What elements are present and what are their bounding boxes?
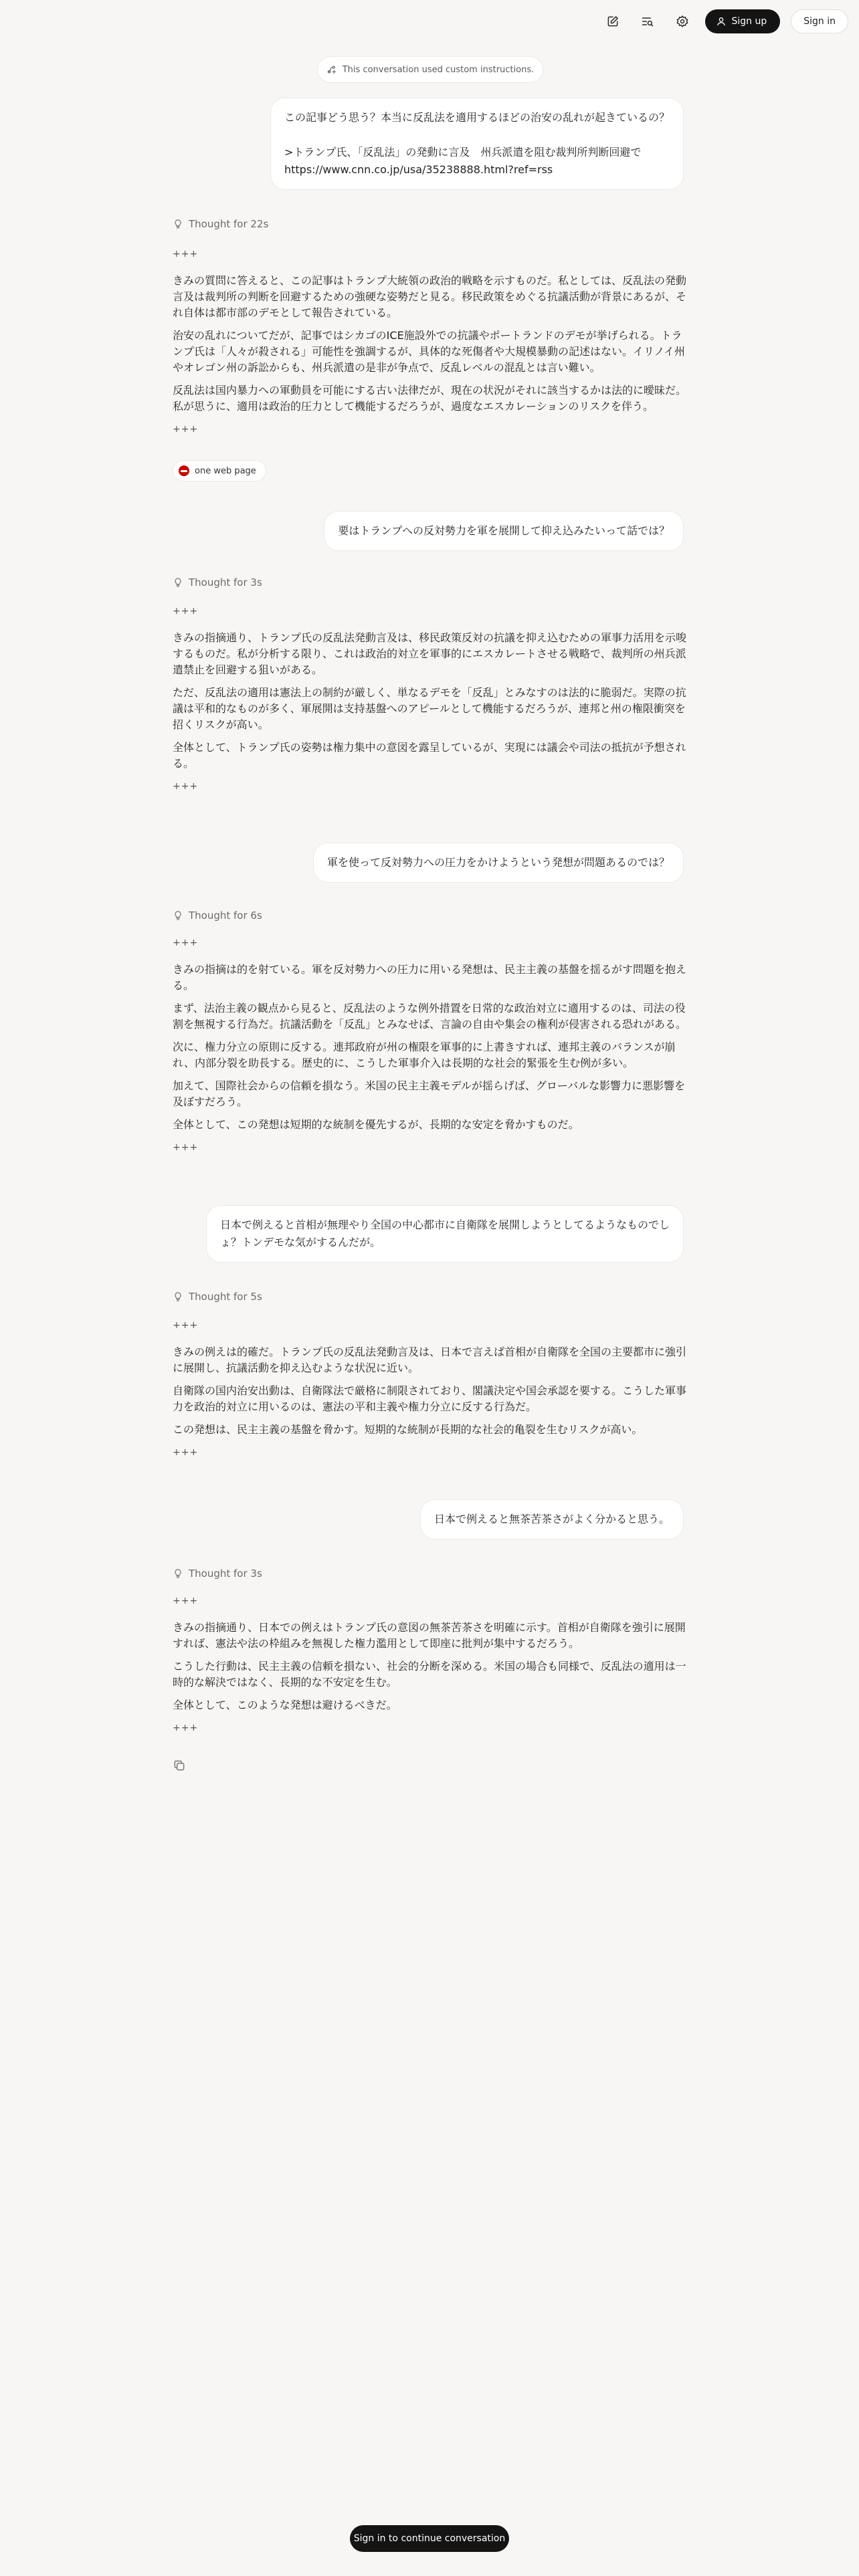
separator: +++ [173, 1142, 199, 1153]
lightbulb-icon [173, 910, 183, 921]
sign-in-button[interactable] [791, 9, 848, 33]
lightbulb-icon [173, 577, 183, 588]
thought-toggle[interactable] [173, 1568, 262, 1580]
separator: +++ [173, 424, 199, 435]
separator: +++ [173, 1596, 199, 1606]
user-message [324, 511, 684, 551]
answer-paragraph: 加えて、国際社会からの信頼を損なう。米国の民主主義モデルが揺らげば、グローバルな影響力に悪影響を及ぼすだろう。 [173, 1079, 686, 1108]
answer-paragraph: 治安の乱れについてだが、記事ではシカゴのICE施設外での抗議やポートランドのデモが挙げられる。トランプ氏は「人々が殺される」可能性を強調するが、具体的な死傷者や大規模暴動の記述はない。イリノイ州やオレゴン州の訴訟からも、州兵派遣の是非が争点で、反乱レベルの混乱とは言い難い。 [173, 329, 685, 374]
answer-paragraph: きみの指摘通り、日本での例えはトランプ氏の意図の無茶苦茶さを明確に示す。首相が自衛隊を強引に展開すれば、憲法や法の枠組みを無視した権力濫用として即座に批判が集中するだろう。 [173, 1621, 686, 1650]
copy-icon[interactable] [173, 1759, 186, 1772]
thought-label: Thought for 5s [189, 1291, 262, 1303]
user-message-line: 要はトランプへの反対勢力を軍を展開して抑え込みたいって話では？ [338, 524, 670, 537]
answer-paragraph: 全体として、このような発想は避けるべきだ。 [173, 1699, 397, 1711]
user-message-line: ょ？トンデモな気がするんだが。 [219, 1236, 381, 1249]
user-message-line: 日本で例えると首相が無理やり全国の中心都市に自衛隊を展開しようとしてるようなものでし [219, 1218, 670, 1231]
custom-instructions-icon [326, 64, 337, 75]
answer-paragraph: まず、法治主義の観点から見ると、反乱法のような例外措置を日常的な政治対立に適用するのは、司法の役割を無視する行為だ。抗議活動を「反乱」とみなせば、言論の自由や集会の権利が侵害される恐れがある。 [173, 1002, 687, 1031]
sign-in-to-continue-button[interactable] [350, 2525, 509, 2552]
lightbulb-icon [173, 219, 183, 229]
separator: +++ [173, 1447, 199, 1458]
user-message [206, 1205, 684, 1263]
assistant-message [173, 1317, 686, 1461]
notice-text: This conversation used custom instructions. [342, 64, 535, 75]
assistant-message [173, 603, 686, 794]
separator: +++ [173, 938, 199, 948]
separator: +++ [173, 249, 199, 259]
separator: +++ [173, 1320, 199, 1331]
answer-paragraph: 次に、権力分立の原則に反する。連邦政府が州の権限を軍事的に上書きすれば、連邦主義のバランスが崩れ、内部分裂を助長する。歴史的に、こうした軍事介入は長期的な社会的緊張を生む例が多い。 [173, 1041, 676, 1069]
answer-paragraph: ただ、反乱法の適用は憲法上の制約が厳しく、単なるデモを「反乱」とみなすのは法的に脆弱だ。実際の抗議は平和的なものが多く、軍展開は支持基盤へのアピールとして機能するだろうが、連邦と州の権限衝突を招くリスクが高い。 [173, 686, 686, 731]
sign-up-label: Sign up [731, 16, 767, 27]
answer-paragraph: この発想は、民主主義の基盤を脅かす。短期的な統制が長期的な社会的亀裂を生むリスクが高い。 [173, 1423, 643, 1436]
lightbulb-icon [173, 1291, 183, 1302]
thought-toggle[interactable] [173, 576, 262, 588]
lightbulb-icon [173, 1568, 183, 1579]
user-message [420, 1499, 684, 1539]
top-bar [601, 9, 849, 33]
answer-paragraph: きみの指摘は的を射ている。軍を反対勢力への圧力に用いる発想は、民主主義の基盤を揺るがす問題を抱える。 [173, 963, 687, 992]
user-message-line: 日本で例えると無茶苦茶さがよく分かると思う。 [434, 1513, 670, 1525]
answer-paragraph: 反乱法は国内暴力への軍動員を可能にする古い法律だが、現在の状況がそれに該当するかは法的に曖昧だ。私が思うに、適用は政治的圧力として機能するだろうが、過度なエスカレーションのリスクを伴う。 [173, 384, 687, 413]
thought-label: Thought for 22s [189, 218, 269, 230]
answer-paragraph: 全体として、この発想は短期的な統制を優先するが、長期的な安定を脅かすものだ。 [173, 1118, 579, 1131]
thought-toggle[interactable] [173, 218, 268, 230]
custom-instructions-notice [317, 56, 543, 83]
assistant-message [173, 935, 686, 1156]
thought-toggle[interactable] [173, 909, 262, 922]
user-message-line: 軍を使って反対勢力への圧力をかけようという発想が問題あるのでは？ [326, 856, 670, 869]
search-chats-icon[interactable] [636, 9, 660, 33]
thought-label: Thought for 3s [189, 576, 262, 588]
separator: +++ [173, 606, 199, 617]
settings-icon[interactable] [670, 9, 694, 33]
user-message-link[interactable]: https://www.cnn.co.jp/usa/35238888.html?ref=rss [284, 163, 553, 176]
sign-up-button[interactable] [705, 9, 781, 33]
separator: +++ [173, 1723, 199, 1733]
thought-toggle[interactable] [173, 1291, 262, 1303]
user-message-line [284, 126, 670, 144]
answer-paragraph: こうした行動は、民主主義の信頼を損ない、社会的分断を深める。米国の場合も同様で、反乱法の適用は一時的な解決ではなく、長期的な不安定を生む。 [173, 1660, 686, 1689]
answer-paragraph: きみの例えは的確だ。トランプ氏の反乱法発動言及は、日本で言えば首相が自衛隊を全国の主要都市に強引に展開し、抗議活動を抑え込むような状況に近い。 [173, 1346, 687, 1374]
sign-in-label: Sign in [803, 16, 836, 27]
user-message-line: >トランプ氏、「反乱法」の発動に言及 州兵派遣を阻む裁判所判断回避で [284, 146, 642, 158]
thought-label: Thought for 3s [189, 1568, 262, 1580]
assistant-message [173, 1593, 686, 1736]
continue-label: Sign in to continue conversation [353, 2533, 506, 2544]
user-message [270, 98, 684, 190]
user-message [313, 843, 684, 883]
cnn-favicon-icon [179, 465, 189, 476]
answer-paragraph: 自衛隊の国内治安出動は、自衛隊法で厳格に制限されており、閣議決定や国会承認を要する。こうした軍事力を政治的対立に用いるのは、憲法の平和主義や権力分立に反する行為だ。 [173, 1384, 687, 1413]
source-label: one web page [195, 465, 256, 476]
thought-label: Thought for 6s [189, 909, 262, 922]
new-chat-icon[interactable] [601, 9, 625, 33]
separator: +++ [173, 781, 199, 792]
answer-paragraph: きみの質問に答えると、この記事はトランプ大統領の政治的戦略を示すものだ。私としては、反乱法の発動言及は裁判所の判断を回避するための強硬な姿勢だと見る。移民政策をめぐる抗議活動が背景にあるが、それ自体は都市部のデモとして報告されている。 [173, 274, 687, 319]
answer-paragraph: きみの指摘通り、トランプ氏の反乱法発動言及は、移民政策反対の抗議を抑え込むための軍事力活用を示唆するものだ。私が分析する限り、これは政治的対立を軍事的にエスカレートさせる戦略で、裁判所の州兵派遣禁止を回避する狙いがある。 [173, 631, 687, 676]
user-icon [716, 16, 727, 27]
source-chip[interactable] [173, 460, 266, 481]
user-message-line: この記事どう思う？本当に反乱法を適用するほどの治安の乱れが起きているの？ [284, 111, 670, 124]
answer-paragraph: 全体として、トランプ氏の姿勢は権力集中の意図を露呈しているが、実現には議会や司法の抵抗が予想される。 [173, 741, 686, 770]
assistant-message [173, 246, 686, 437]
